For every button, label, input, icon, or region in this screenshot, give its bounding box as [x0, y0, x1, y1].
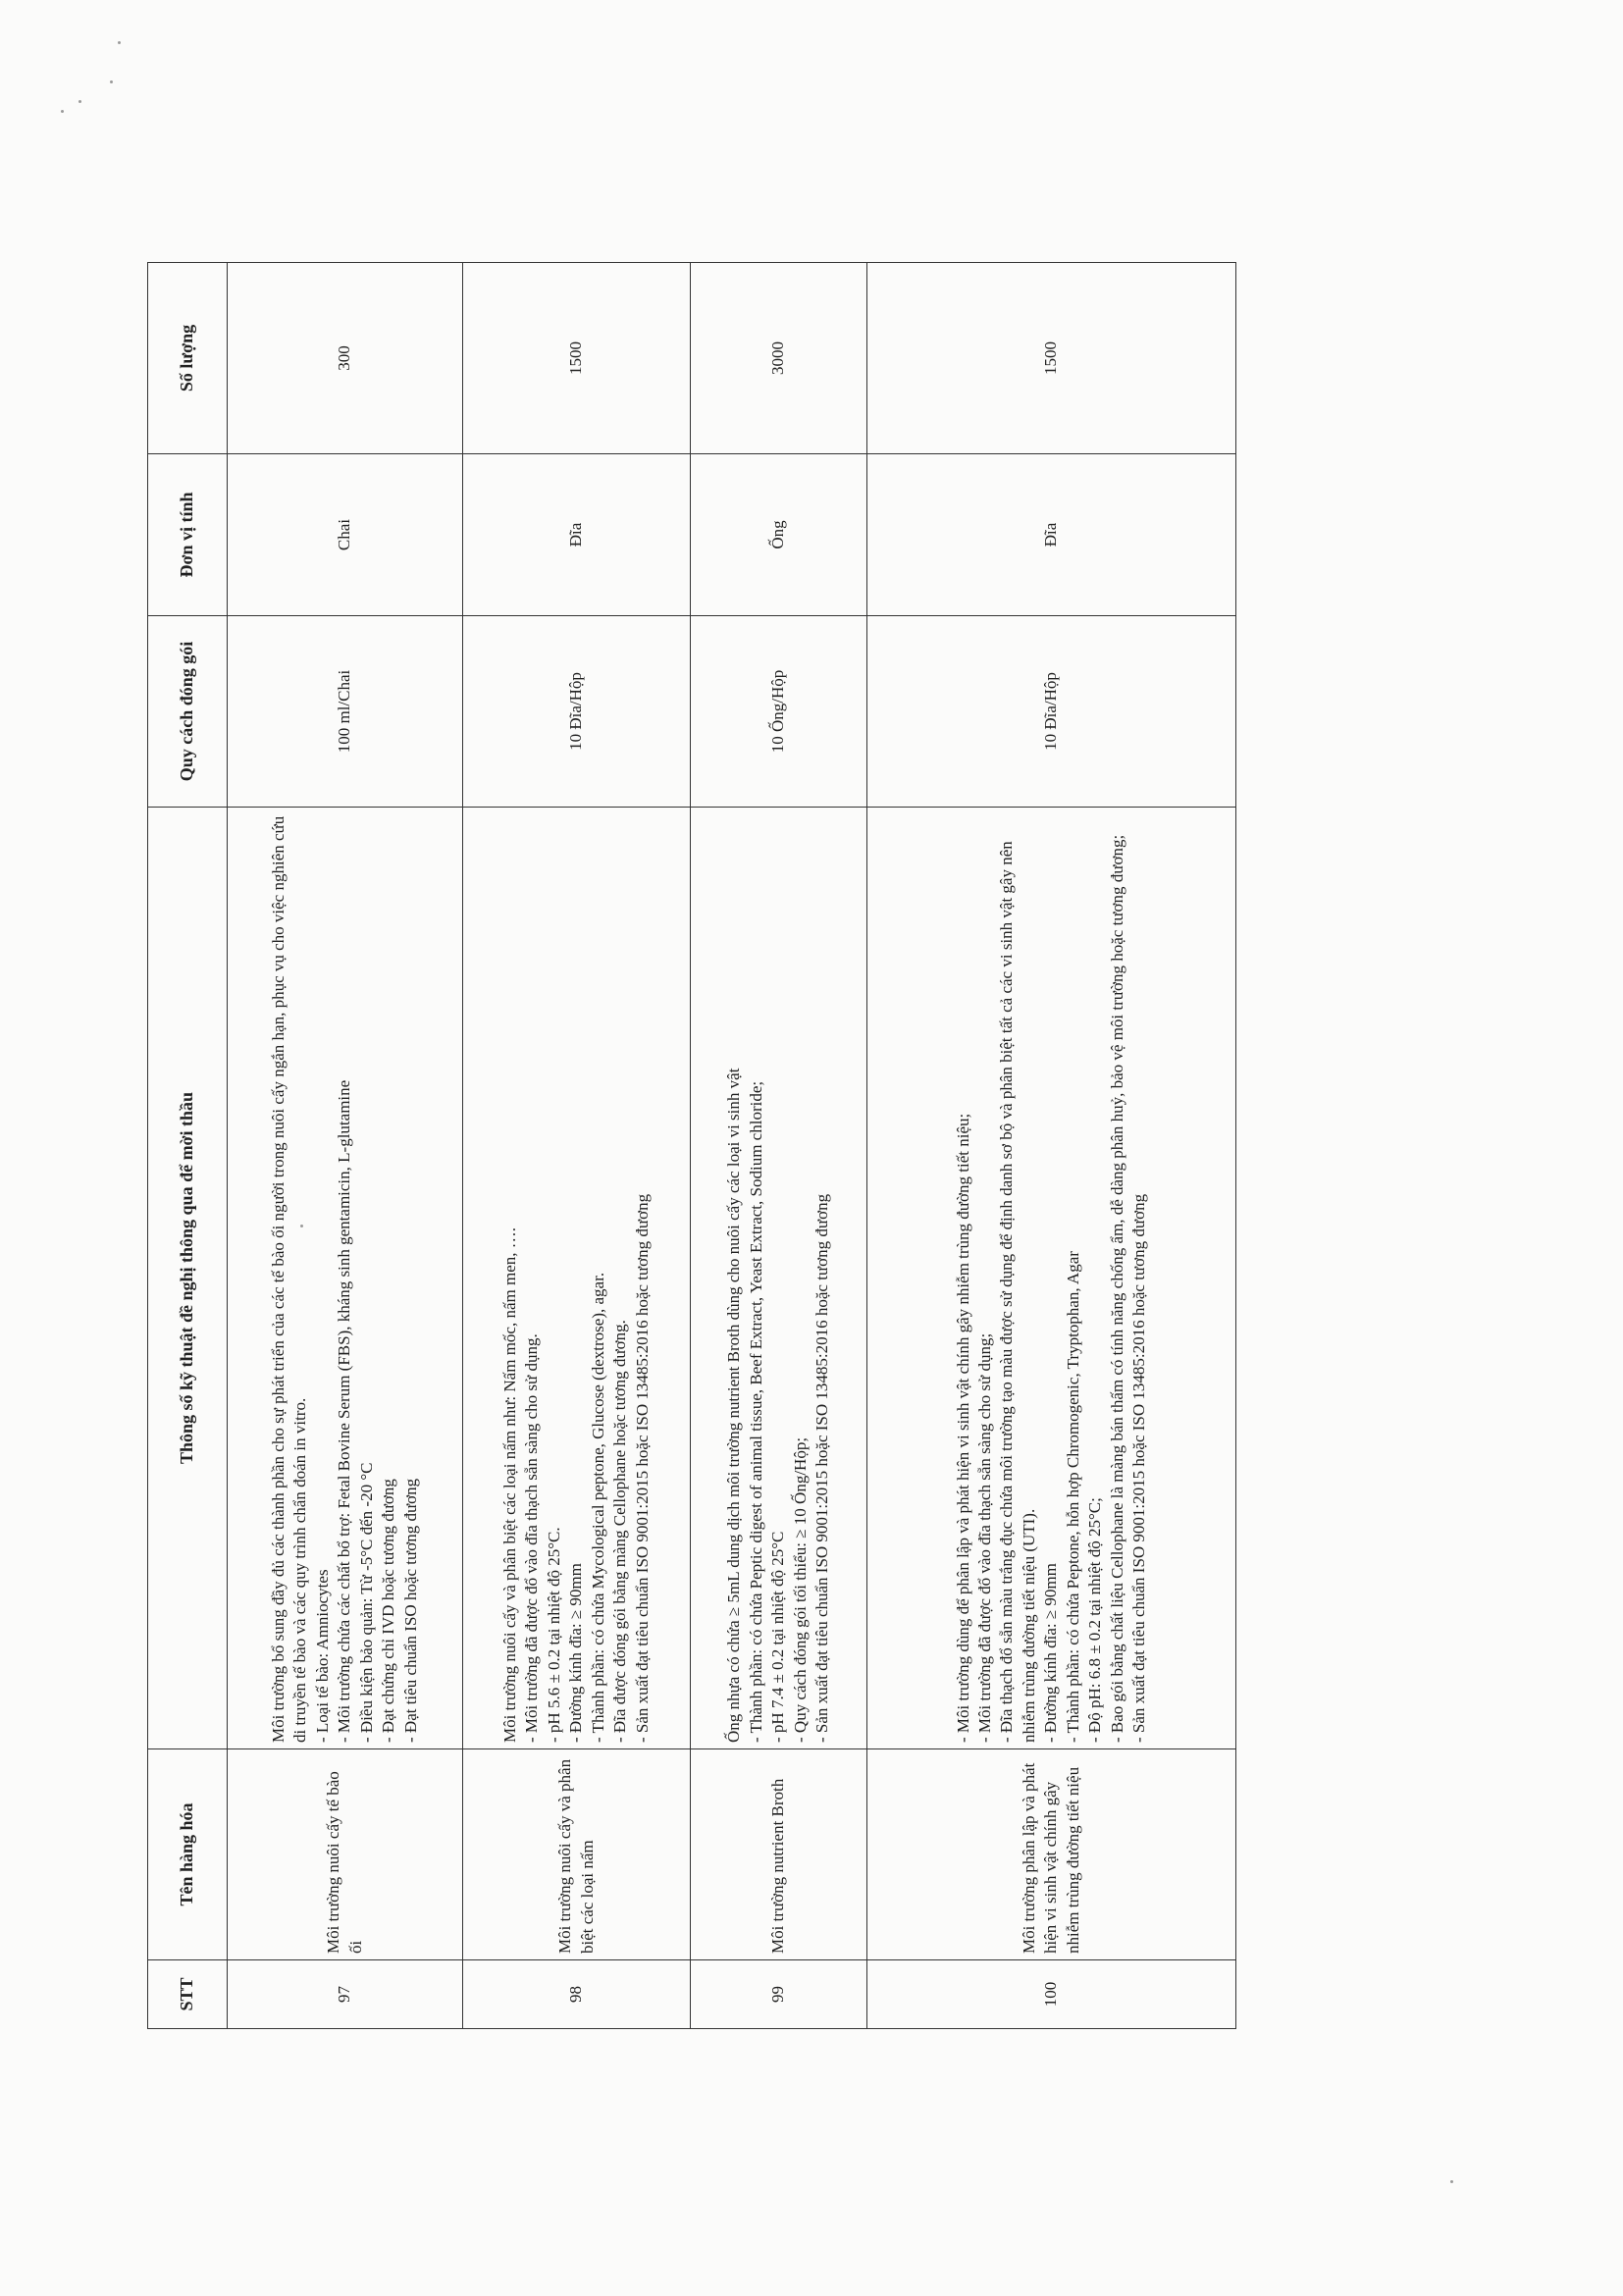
- row-name: Môi trường nuôi cấy và phân biệt các loại nấm: [463, 1749, 691, 1960]
- row-pack: 10 Ống/Hộp: [691, 616, 867, 808]
- spec-line: Ống nhựa có chứa ≥ 5mL dung dịch môi trường nutrient Broth dùng cho nuôi cấy các loại vi sinh vật: [724, 1068, 744, 1743]
- spec-line: - Sản xuất đạt tiêu chuẩn ISO 9001:2015 hoặc ISO 13485:2016 hoặc tương đương: [812, 1193, 832, 1743]
- row-stt: 100: [867, 1960, 1236, 2029]
- scan-speck: [1450, 2180, 1453, 2183]
- rotated-table-container: [147, 263, 1236, 2029]
- header-name: Tên hàng hóa: [148, 1749, 228, 1960]
- row-stt: 97: [228, 1960, 463, 2029]
- row-unit: Ống: [691, 454, 867, 616]
- row-qty: 300: [228, 263, 463, 454]
- spec-line: - Điều kiện bảo quản: Từ -5°C đến -20 °C: [356, 1462, 376, 1743]
- spec-line: Môi trường bổ sung đầy đủ các thành phần cho sự phát triển của các tế bào ối người trong nuôi cấy ngắn hạn, phục vụ cho việc nghiên cứu di truyền tế bào và các quy trình chẩn đoán in vitro.: [268, 815, 310, 1743]
- scan-speck: [110, 80, 113, 83]
- spec-line: - Đạt chứng chỉ IVD hoặc tương đương: [379, 1479, 398, 1743]
- spec-line: - Thành phần: có chứa Peptic digest of animal tissue, Beef Extract, Yeast Extract, Sodium chloride;: [746, 1080, 765, 1743]
- row-unit: Chai: [228, 454, 463, 616]
- spec-line: - Thành phần: có chứa Mycological peptone, Glucose (dextrose), agar.: [588, 1272, 607, 1743]
- header-unit: Đơn vị tính: [148, 454, 228, 616]
- spec-line: - Đĩa thạch đổ sẵn màu trắng đục chứa môi trường tạo màu được sử dụng để định danh sơ bộ và phân biệt tất cả các vi sinh vật gây nên nhiễm trùng đường tiết niệu (UTI).: [997, 841, 1038, 1743]
- spec-line: - Đạt tiêu chuẩn ISO hoặc tương đương: [400, 1478, 420, 1743]
- row-pack: 100 ml/Chai: [228, 616, 463, 808]
- spec-line: - Môi trường dùng để phân lập và phát hiện vi sinh vật chính gây nhiễm trùng đường tiết niệu;: [953, 1113, 972, 1743]
- spec-line: - Đĩa được đóng gói bằng màng Cellophane hoặc tương đương.: [610, 1320, 630, 1743]
- scan-speck: [118, 41, 121, 44]
- spec-line: Môi trường nuôi cấy và phân biệt các loại nấm như: Nấm mốc, nấm men, ….: [499, 1226, 519, 1743]
- table-header-row: [148, 263, 228, 2029]
- scan-speck: [79, 100, 81, 103]
- row-pack: 10 Đĩa/Hộp: [463, 616, 691, 808]
- row-unit: Đĩa: [867, 454, 1236, 616]
- table-row: [691, 263, 867, 2029]
- spec-line: - Sản xuất đạt tiêu chuẩn ISO 9001:2015 hoặc ISO 13485:2016 hoặc tương đương: [632, 1193, 652, 1743]
- spec-line: - Đường kính đĩa: ≥ 90mm: [1041, 1563, 1061, 1743]
- row-unit: Đĩa: [463, 454, 691, 616]
- table-row: [463, 263, 691, 2029]
- spec-line: - Loại tế bào: Amniocytes: [312, 1569, 332, 1743]
- spec-line: - Môi trường đã được đổ vào đĩa thạch sẵn sàng cho sử dụng.: [522, 1333, 542, 1743]
- spec-line: - pH 5.6 ± 0.2 tại nhiệt độ 25°C.: [544, 1527, 563, 1743]
- spec-table: [147, 262, 1236, 2029]
- document-page: [147, 263, 1236, 2029]
- row-stt: 98: [463, 1960, 691, 2029]
- header-stt: STT: [148, 1960, 228, 2029]
- row-spec: [867, 808, 1236, 1749]
- row-qty: 1500: [463, 263, 691, 454]
- spec-line: - Quy cách đóng gói tối thiểu: ≥ 10 Ống/Hộp;: [790, 1436, 810, 1743]
- spec-line: - pH 7.4 ± 0.2 tại nhiệt độ 25°C: [768, 1531, 788, 1743]
- row-spec: [463, 808, 691, 1749]
- spec-line: - Môi trường chứa các chất bổ trợ: Fetal Bovine Serum (FBS), kháng sinh gentamicin, L-glutamine: [335, 1079, 354, 1743]
- spec-line: - Môi trường đã được đổ vào đĩa thạch sẵn sàng cho sử dụng;: [974, 1332, 994, 1743]
- header-qty: Số lượng: [148, 263, 228, 454]
- spec-line: - Độ pH: 6.8 ± 0.2 tại nhiệt độ 25°C;: [1085, 1497, 1105, 1743]
- row-spec: [691, 808, 867, 1749]
- row-qty: 3000: [691, 263, 867, 454]
- row-spec: [228, 808, 463, 1749]
- header-pack: Quy cách đóng gói: [148, 616, 228, 808]
- header-spec: Thông số kỹ thuật đề nghị thông qua để mời thầu: [148, 808, 228, 1749]
- row-qty: 1500: [867, 263, 1236, 454]
- scan-speck: [61, 110, 64, 113]
- row-name: Môi trường nutrient Broth: [691, 1749, 867, 1960]
- table-row: [867, 263, 1236, 2029]
- row-stt: 99: [691, 1960, 867, 2029]
- row-name: Môi trường phân lập và phát hiện vi sinh vật chính gây nhiễm trùng đường tiết niệu: [867, 1749, 1236, 1960]
- row-name: Môi trường nuôi cấy tế bào ối: [228, 1749, 463, 1960]
- table-row: [228, 263, 463, 2029]
- spec-line: - Bao gói bằng chất liệu Cellophane là màng bán thấm có tính năng chống ẩm, dễ dàng phân huỷ, bảo vệ môi trường hoặc tương đương;: [1107, 834, 1126, 1743]
- spec-line: - Sản xuất đạt tiêu chuẩn ISO 9001:2015 hoặc ISO 13485:2016 hoặc tương đương: [1129, 1193, 1149, 1743]
- spec-line: - Thành phần: có chứa Peptone, hỗn hợp Chromogenic, Tryptophan, Agar: [1063, 1251, 1082, 1743]
- spec-line: - Đường kính đĩa: ≥ 90mm: [566, 1563, 586, 1743]
- row-pack: 10 Đĩa/Hộp: [867, 616, 1236, 808]
